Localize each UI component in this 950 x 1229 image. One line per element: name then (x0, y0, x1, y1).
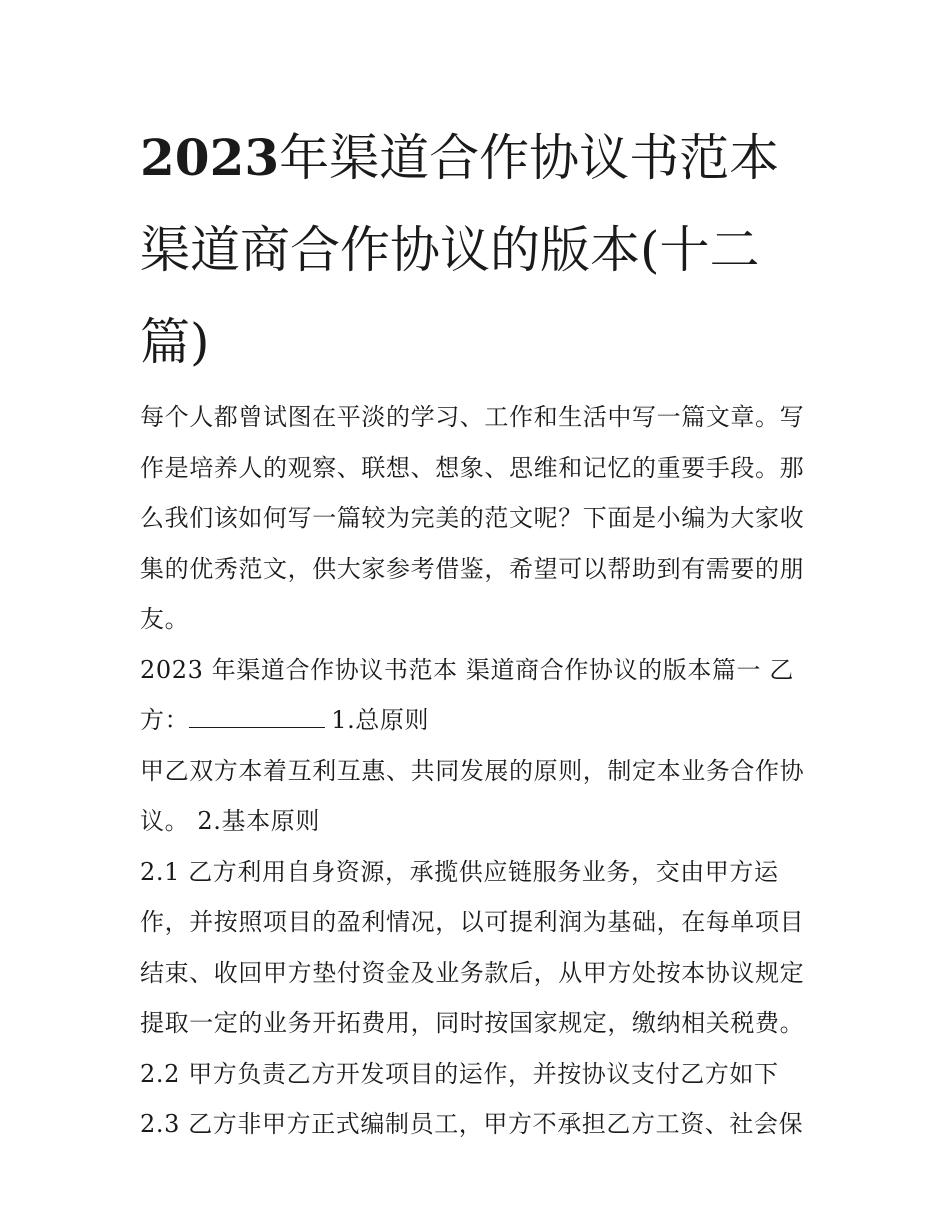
title-line-1 (140, 112, 820, 204)
title-line-1-text: 年渠道合作协议书范本 (279, 129, 780, 187)
clause-2-2-line-1: 2.2 甲方负责乙方开发项目的运作，并按协议支付乙方如下 (140, 1059, 779, 1088)
clause-2-1-line-1: 2.1 乙方利用自身资源，承揽供应链服务业务，交由甲方运 (140, 857, 779, 886)
section-1-heading (140, 645, 820, 746)
document-title (140, 112, 820, 388)
party-b-label: 方： (140, 706, 190, 734)
intro-line-4: 集的优秀范文，供大家参考借鉴，希望可以帮助到有需要的朋 (140, 554, 805, 583)
clause-2-1-line-3: 结束、收回甲方垫付资金及业务款后，从甲方处按本协议规定 (140, 958, 805, 987)
section-1-line-1: 2023 年渠道合作协议书范本 渠道商合作协议的版本篇一 乙 (140, 655, 794, 684)
title-line-2: 渠道商合作协议的版本(十二 (140, 221, 760, 279)
clause-2-3-line-1: 2.3 乙方非甲方正式编制员工，甲方不承担乙方工资、社会保 (140, 1110, 804, 1138)
section-1-line-2 (140, 695, 820, 746)
intro-paragraph (140, 392, 820, 645)
clause-2-2 (140, 1049, 820, 1100)
document-body (140, 392, 820, 1150)
clause-2-1 (140, 847, 820, 1049)
intro-line-1: 每个人都曾试图在平淡的学习、工作和生活中写一篇文章。写 (140, 403, 805, 431)
clause-2-3 (140, 1099, 820, 1150)
principle-paragraph (140, 746, 820, 847)
document-page (140, 112, 820, 1150)
party-b-blank-line (189, 703, 325, 728)
clause-2-1-line-4: 提取一定的业务开拓费用，同时按国家规定，缴纳相关税费。 (140, 1009, 805, 1037)
intro-line-3: 么我们该如何写一篇较为完美的范文呢？下面是小编为大家收 (140, 504, 805, 532)
clause-2-1-line-2: 作，并按照项目的盈利情况，以可提利润为基础，在每单项目 (140, 908, 805, 936)
title-line-3: 篇) (140, 313, 210, 371)
intro-line-5: 友。 (140, 605, 190, 633)
title-year: 2023 (140, 128, 280, 187)
intro-line-2: 作是培养人的观察、联想、想象、思维和记忆的重要手段。那 (140, 453, 805, 482)
general-principle-heading: 1.总原则 (331, 706, 430, 734)
principle-line-1: 甲乙双方本着互利互惠、共同发展的原则，制定本业务合作协 (140, 756, 805, 785)
principle-line-2: 议。 2.基本原则 (140, 807, 320, 835)
